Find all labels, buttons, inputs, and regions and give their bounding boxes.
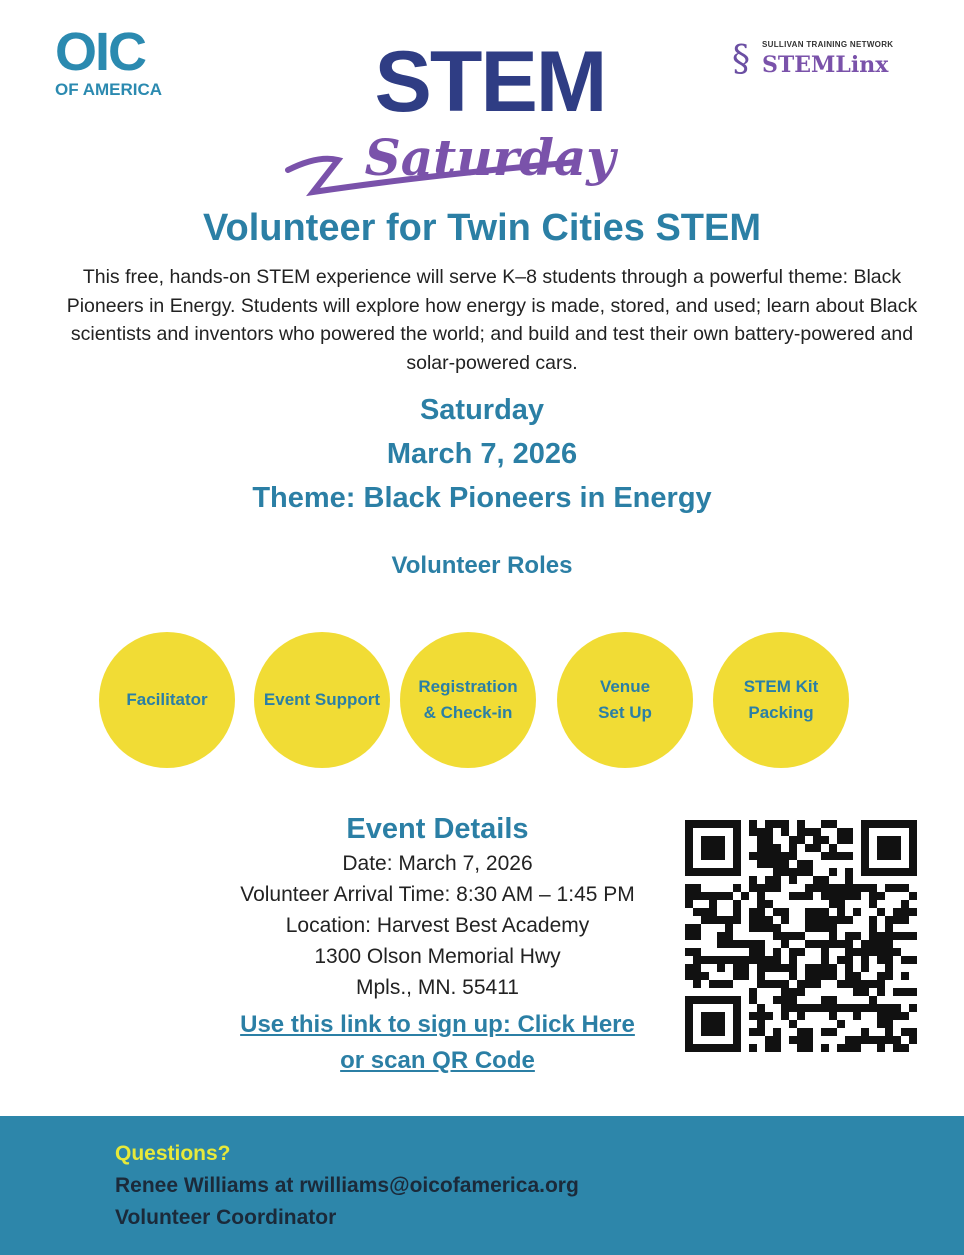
- role-kit-packing: [713, 632, 849, 768]
- saturday-logo-text: Saturday: [364, 128, 616, 187]
- footer-questions: Questions?: [115, 1142, 231, 1165]
- qr-code[interactable]: [685, 820, 917, 1052]
- stemlinx-s-icon: §: [732, 39, 750, 80]
- oic-logo-sub: OF AMERICA: [55, 80, 163, 99]
- details-heading: Event Details: [346, 813, 529, 845]
- role-label: Event Support: [263, 690, 381, 709]
- intro-text: This free, hands-on STEM experience will serve K–8 students through a powerful theme: Black Pioneers in Energy. Students will explore how energy is made, stored, and used; learn about Black scientists and inventors who powered the world; and build and test their own battery-powered and solar-powered cars.: [66, 266, 918, 375]
- role-registration: [400, 632, 536, 768]
- role-event-support: [254, 632, 390, 768]
- stem-logo-text: STEM: [374, 34, 606, 130]
- role-facilitator: [99, 632, 235, 768]
- stemlinx-logo: [732, 40, 932, 80]
- oic-logo-mark: OIC: [55, 22, 146, 82]
- details-arrival: Volunteer Arrival Time: 8:30 AM – 1:45 PM: [240, 883, 635, 906]
- footer-role: Volunteer Coordinator: [115, 1206, 337, 1229]
- page-title: Volunteer for Twin Cities STEM: [202, 207, 762, 249]
- details-address1: 1300 Olson Memorial Hwy: [314, 945, 561, 968]
- qr-link[interactable]: or scan QR Code: [340, 1047, 535, 1074]
- roles-heading: Volunteer Roles: [391, 552, 573, 579]
- role-label: Registration & Check-in: [418, 677, 518, 722]
- event-day: Saturday: [419, 394, 545, 426]
- details-location: Location: Harvest Best Academy: [285, 914, 590, 937]
- role-label: Facilitator: [126, 690, 208, 709]
- stemlinx-network: SULLIVAN TRAINING NETWORK: [762, 40, 894, 49]
- footer: [0, 1116, 964, 1255]
- stemlinx-name: STEMLinx: [762, 52, 889, 78]
- signup-link[interactable]: Use this link to sign up: Click Here: [240, 1011, 635, 1038]
- details-address2: Mpls., MN. 55411: [355, 976, 519, 999]
- footer-contact[interactable]: Renee Williams at rwilliams@oicofamerica.org: [115, 1174, 579, 1197]
- role-label: Venue Set Up: [598, 677, 652, 722]
- role-label: STEM Kit Packing: [743, 677, 819, 722]
- event-theme: Theme: Black Pioneers in Energy: [252, 482, 712, 514]
- event-date: March 7, 2026: [386, 438, 578, 470]
- role-venue-setup: [557, 632, 693, 768]
- details-date: Date: March 7, 2026: [342, 852, 533, 875]
- event-details: [205, 810, 670, 1079]
- oic-logo: [55, 24, 185, 100]
